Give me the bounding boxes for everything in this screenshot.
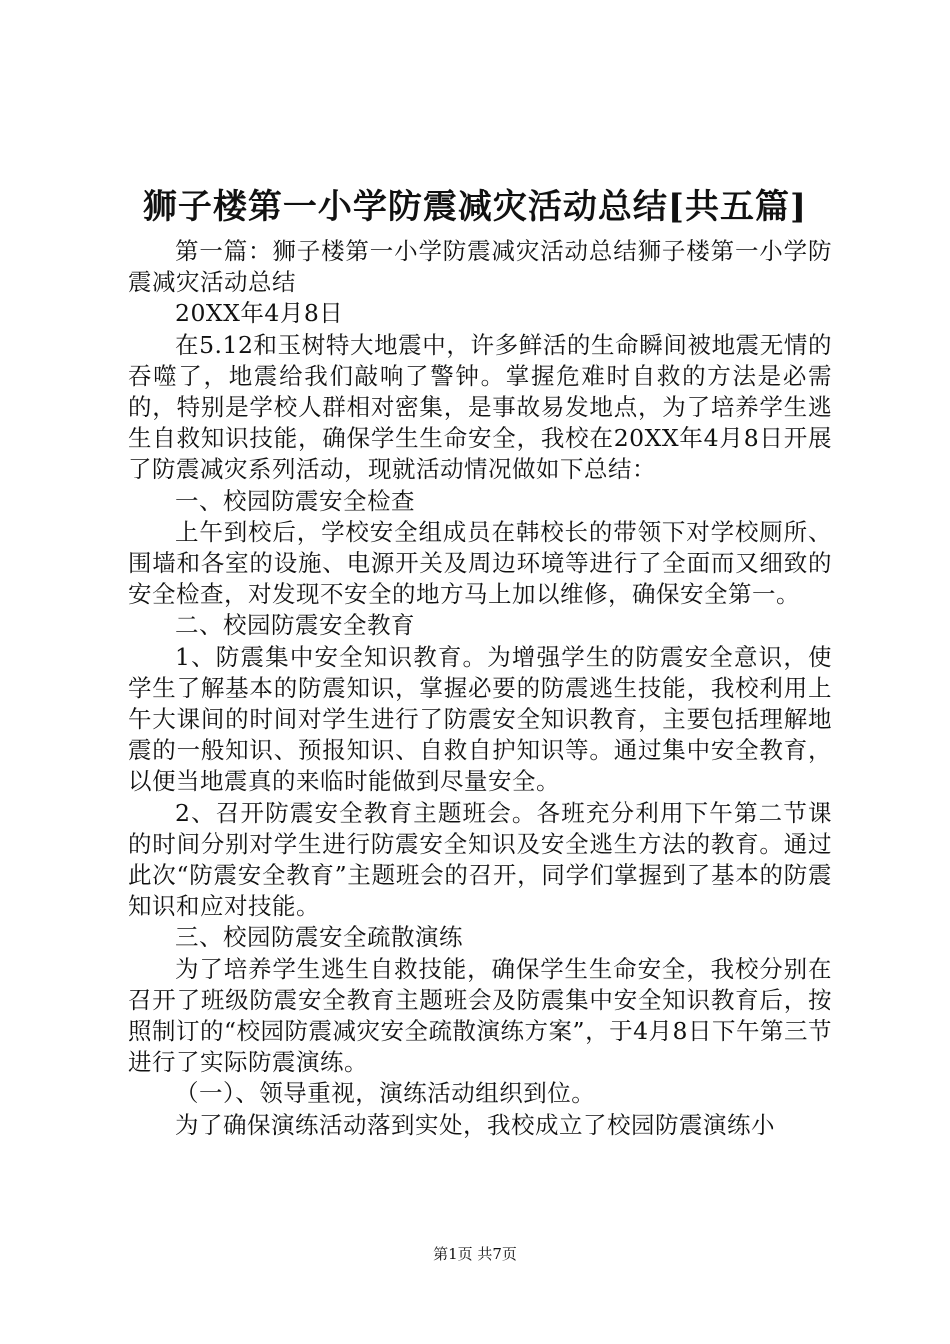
paragraph-safety-check: 上午到校后，学校安全组成员在韩校长的带领下对学校厕所、围墙和各室的设施、电源开关及周边环境等进行了全面而又细致的安全检查，对发现不安全的地方马上加以维修，确保安全第一。: [128, 517, 832, 609]
document-body: [128, 236, 832, 1141]
paragraph-chapter-heading: 第一篇：狮子楼第一小学防震减灾活动总结狮子楼第一小学防震减灾活动总结: [128, 237, 832, 297]
paragraph-education-item-2: 2、召开防震安全教育主题班会。各班充分利用下午第二节课的时间分别对学生进行防震安全知识及安全逃生方法的教育。通过此次“防震安全教育”主题班会的召开，同学们掌握到了基本的防震知识和应对技能。: [128, 798, 832, 921]
subsection-heading-leadership: （一）、领导重视，演练活动组织到位。: [175, 1079, 596, 1108]
section-heading-safety-education: 二、校园防震安全教育: [175, 611, 415, 640]
paragraph-date: 20XX年4月8日: [175, 299, 344, 328]
paragraph-evacuation-drill: 为了培养学生逃生自救技能，确保学生生命安全，我校分别在召开了班级防震安全教育主题班会及防震集中安全知识教育后，按照制订的“校园防震减灾安全疏散演练方案”，于4月8日下午第三节进行了实际防震演练。: [128, 954, 832, 1077]
paragraph-intro: 在5.12和玉树特大地震中，许多鲜活的生命瞬间被地震无情的吞噬了，地震给我们敲响了警钟。掌握危难时自救的方法是必需的，特别是学校人群相对密集，是事故易发地点，为了培养学生逃生自救知识技能，确保学生生命安全，我校在20XX年4月8日开展了防震减灾系列活动，现就活动情况做如下总结：: [128, 330, 832, 484]
section-heading-evacuation-drill: 三、校园防震安全疏散演练: [175, 923, 463, 952]
paragraph-leadership: 为了确保演练活动落到实处，我校成立了校园防震演练小: [175, 1110, 775, 1139]
page-number-footer: 第1页 共7页: [433, 1245, 517, 1263]
document-title: 狮子楼第一小学防震减灾活动总结[共五篇]: [142, 187, 808, 227]
paragraph-education-item-1: 1、防震集中安全知识教育。为增强学生的防震安全意识，使学生了解基本的防震知识，掌握必要的防震逃生技能，我校利用上午大课间的时间对学生进行了防震安全知识教育，主要包括理解地震的一般知识、预报知识、自救自护知识等。通过集中安全教育，以便当地震真的来临时能做到尽量安全。: [128, 642, 832, 796]
section-heading-safety-check: 一、校园防震安全检查: [175, 486, 415, 515]
